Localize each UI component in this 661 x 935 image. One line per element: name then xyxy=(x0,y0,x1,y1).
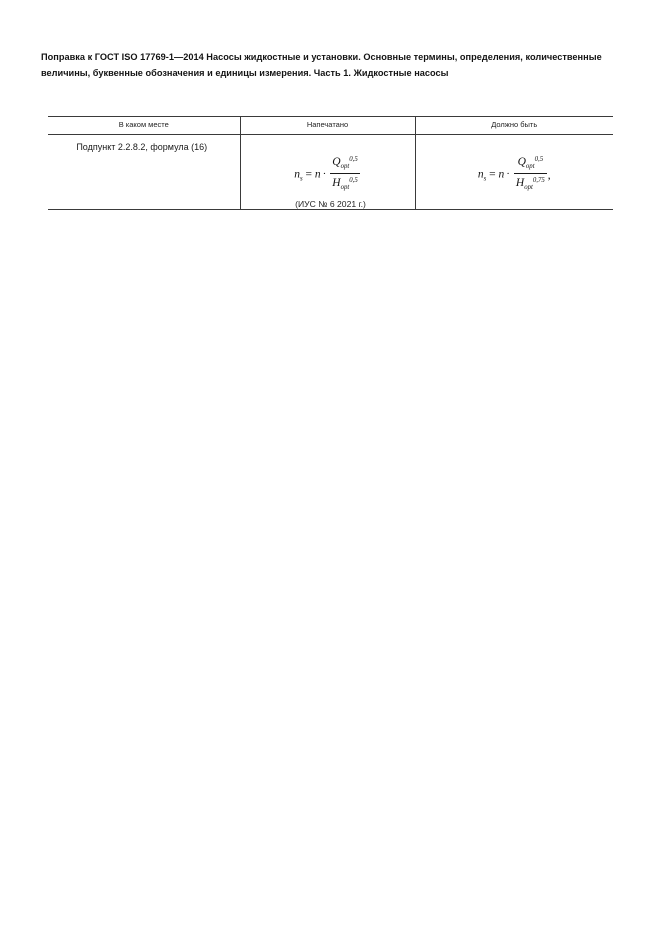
formula-should-denominator-symbol: H xyxy=(515,177,525,189)
formula-printed-lhs: n xyxy=(294,168,300,181)
formula-should-numerator-power: 0,5 xyxy=(534,156,544,163)
formula-should-lhs: n xyxy=(477,168,484,181)
formula-should-operator: · xyxy=(506,167,510,180)
formula-printed-numerator-power: 0,5 xyxy=(349,156,358,163)
formula-printed-denominator-power: 0,5 xyxy=(349,177,358,184)
formula-should-factor: n xyxy=(498,168,505,181)
corrections-table xyxy=(48,116,613,210)
formula-should-denominator xyxy=(514,174,547,194)
formula-printed-factor: n xyxy=(314,168,321,181)
formula-printed-fraction xyxy=(330,154,360,194)
column-header-where: В каком месте xyxy=(48,117,240,135)
formula-printed-denominator-symbol: H xyxy=(332,177,341,189)
column-header-printed: Напечатано xyxy=(240,117,415,135)
formula-should xyxy=(478,141,551,195)
formula-printed-numerator-symbol: Q xyxy=(332,156,341,168)
table-header xyxy=(48,117,613,135)
page-title: Поправка к ГОСТ ISO 17769-1—2014 Насосы жидкостные и установки. Основные термины, определения, количественные величины, буквенные обозначения и единицы измерения. Часть 1. Жидкостные насосы xyxy=(41,52,602,78)
formula-printed-equals: = xyxy=(305,168,312,181)
formula-printed xyxy=(294,141,361,195)
formula-printed-denominator-sub: opt xyxy=(340,184,350,191)
table-header-row xyxy=(48,117,613,135)
formula-should-denominator-power: 0,75 xyxy=(532,177,545,184)
formula-printed-numerator-sub: opt xyxy=(340,163,350,170)
formula-printed-numerator xyxy=(330,154,360,174)
column-header-should: Должно быть xyxy=(415,117,613,135)
formula-printed-operator: · xyxy=(322,167,327,180)
formula-should-numerator xyxy=(514,154,547,174)
formula-printed-lhs-sub: s xyxy=(299,175,303,183)
cell-where: Подпункт 2.2.8.2, формула (16) xyxy=(48,135,240,210)
formula-should-fraction xyxy=(514,154,547,194)
formula-should-numerator-symbol: Q xyxy=(517,156,526,168)
formula-should-lhs-sub: s xyxy=(483,175,487,183)
formula-should-tail: , xyxy=(547,169,551,182)
formula-should-denominator-sub: opt xyxy=(524,184,533,191)
formula-printed-denominator xyxy=(330,174,360,194)
formula-should-equals: = xyxy=(489,168,496,181)
issue-footnote: (ИУС № 6 2021 г.) xyxy=(295,199,366,209)
formula-should-numerator-sub: opt xyxy=(525,163,535,170)
